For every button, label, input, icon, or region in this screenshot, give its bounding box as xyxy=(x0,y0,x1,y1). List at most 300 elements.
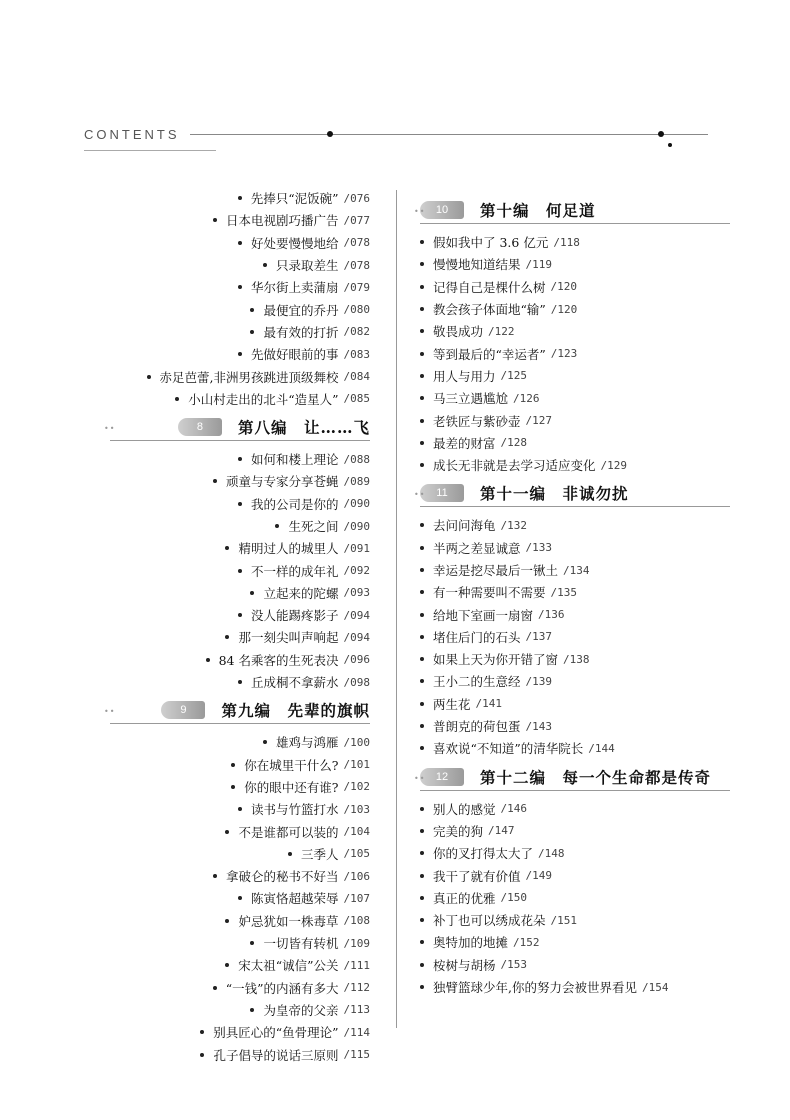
bullet-icon xyxy=(225,635,229,639)
entry-title: 补丁也可以绣成花朵 xyxy=(433,913,546,929)
entry-title: 为皇帝的父亲 xyxy=(263,1002,339,1018)
toc-entry[interactable] xyxy=(110,843,370,865)
entry-page-number: /076 xyxy=(343,191,370,205)
toc-entry[interactable] xyxy=(420,842,730,864)
section-underline xyxy=(420,506,730,507)
entry-title: “一钱”的内涵有多大 xyxy=(225,980,339,996)
toc-entry[interactable] xyxy=(110,470,370,492)
entry-title: 去问问海龟 xyxy=(433,518,496,534)
entry-page-number: /153 xyxy=(500,958,528,972)
entry-page-number: /106 xyxy=(343,869,370,883)
bullet-icon xyxy=(200,1053,204,1057)
entry-title: 马三立遇尴尬 xyxy=(433,391,509,407)
toc-entry[interactable] xyxy=(420,559,730,581)
entry-title: 最差的财富 xyxy=(433,435,496,451)
toc-entry[interactable] xyxy=(420,514,730,536)
toc-entry[interactable] xyxy=(110,276,370,298)
bullet-icon xyxy=(250,941,254,945)
toc-entry[interactable] xyxy=(420,887,730,909)
header-dot xyxy=(327,131,333,137)
entry-page-number: /080 xyxy=(343,303,370,317)
bullet-icon xyxy=(238,352,242,356)
bullet-icon xyxy=(250,308,254,312)
entry-title: 真正的优雅 xyxy=(433,890,496,906)
bullet-icon xyxy=(213,986,217,990)
toc-entry[interactable] xyxy=(110,388,370,410)
entry-page-number: /152 xyxy=(513,935,540,949)
bullet-icon xyxy=(250,1008,254,1012)
section-dots: •• xyxy=(414,490,426,500)
entry-title: 赤足芭蕾,非洲男孩跳进顶级舞校 xyxy=(159,369,339,385)
entry-page-number: /088 xyxy=(343,452,370,466)
entry-page-number: /100 xyxy=(343,735,370,749)
entry-page-number: /111 xyxy=(343,958,370,972)
entry-title: 如果上天为你开错了窗 xyxy=(433,652,559,668)
entry-title: 好处要慢慢地给 xyxy=(250,235,339,251)
entry-title: 精明过人的城里人 xyxy=(238,541,339,557)
entry-title: 丘成桐不拿薪水 xyxy=(250,675,339,691)
toc-entry[interactable] xyxy=(420,603,730,625)
section-title: 第十二编 每一个生命都是传奇 xyxy=(480,767,712,787)
entry-title: 最便宜的乔丹 xyxy=(263,302,339,318)
entry-title: 堵住后门的石头 xyxy=(433,629,521,645)
section-header xyxy=(414,195,730,225)
bullet-icon xyxy=(420,807,424,811)
toc-entry[interactable] xyxy=(110,448,370,470)
bullet-icon xyxy=(420,441,424,445)
bullet-icon xyxy=(238,569,242,573)
toc-entry[interactable] xyxy=(110,820,370,842)
entry-title: 普朗克的荷包蛋 xyxy=(433,719,521,735)
entry-title: 教会孩子体面地“输” xyxy=(433,302,546,318)
entry-title: 陈寅恪超越荣辱 xyxy=(250,891,339,907)
section-title: 第九编 先辈的旗帜 xyxy=(221,701,370,721)
bullet-icon xyxy=(238,807,242,811)
toc-right-column xyxy=(414,193,730,998)
section-title: 第八编 让……飞 xyxy=(237,417,370,437)
entry-title: 假如我中了 3.6 亿元 xyxy=(433,235,549,251)
bullet-icon xyxy=(263,263,267,267)
entry-page-number: /139 xyxy=(525,674,553,688)
section-dots: •• xyxy=(104,707,116,717)
bullet-icon xyxy=(420,240,424,244)
bullet-icon xyxy=(420,963,424,967)
bullet-icon xyxy=(420,307,424,311)
bullet-icon xyxy=(420,679,424,683)
entry-title: 只录取差生 xyxy=(275,258,339,274)
entry-title: 日本电视剧巧播广告 xyxy=(225,213,339,229)
toc-entry[interactable] xyxy=(420,909,730,931)
bullet-icon xyxy=(238,241,242,245)
entry-page-number: /144 xyxy=(588,741,615,755)
bullet-icon xyxy=(263,740,267,744)
entry-title: 老铁匠与紫砂壶 xyxy=(433,413,521,429)
entry-title: 等到最后的“幸运者” xyxy=(433,346,546,362)
bullet-icon xyxy=(420,352,424,356)
entry-title: 记得自己是棵什么树 xyxy=(433,279,546,295)
entry-title: 拿破仑的秘书不好当 xyxy=(225,869,339,885)
entry-title: 别人的感觉 xyxy=(433,801,496,817)
toc-entry[interactable] xyxy=(420,820,730,842)
bullet-icon xyxy=(420,940,424,944)
bullet-icon xyxy=(420,724,424,728)
entry-page-number: /135 xyxy=(550,585,578,599)
bullet-icon xyxy=(238,613,242,617)
entry-page-number: /082 xyxy=(343,325,370,339)
bullet-icon xyxy=(420,419,424,423)
entry-title: 敬畏成功 xyxy=(433,324,484,340)
entry-page-number: /078 xyxy=(343,236,370,250)
entry-title: 小山村走出的北斗“造星人” xyxy=(188,391,339,407)
entry-title: 半两之差显诚意 xyxy=(433,540,521,556)
toc-entry[interactable] xyxy=(420,276,730,298)
entry-page-number: /094 xyxy=(343,608,370,622)
toc-entry[interactable] xyxy=(110,977,370,999)
entry-title: 奥特加的地摊 xyxy=(433,935,509,951)
bullet-icon xyxy=(250,591,254,595)
entry-page-number: /138 xyxy=(563,652,590,666)
toc-entry[interactable] xyxy=(420,798,730,820)
toc-entry[interactable] xyxy=(110,582,370,604)
toc-entry[interactable] xyxy=(420,670,730,692)
entry-title: 三季人 xyxy=(300,846,339,862)
entry-page-number: /122 xyxy=(488,324,515,338)
entry-title: 两生花 xyxy=(433,696,471,712)
bullet-icon xyxy=(147,375,151,379)
entry-page-number: /147 xyxy=(488,824,515,838)
toc-entry[interactable] xyxy=(420,387,730,409)
bullet-icon xyxy=(420,896,424,900)
entry-page-number: /149 xyxy=(525,869,553,883)
entry-title: 独臂篮球少年,你的努力会被世界看见 xyxy=(433,980,637,996)
entry-page-number: /154 xyxy=(641,980,669,994)
bullet-icon xyxy=(420,985,424,989)
toc-entry[interactable] xyxy=(110,798,370,820)
entry-page-number: /109 xyxy=(343,936,370,950)
entry-title: 华尔街上卖蒲扇 xyxy=(250,280,339,296)
toc-entry[interactable] xyxy=(110,910,370,932)
toc-entry[interactable] xyxy=(110,365,370,387)
entry-page-number: /078 xyxy=(343,258,370,272)
entry-title: 没人能踢疼影子 xyxy=(250,608,339,624)
toc-entry[interactable] xyxy=(420,581,730,603)
toc-entry[interactable] xyxy=(110,671,370,693)
entry-title: 幸运是挖尽最后一锹土 xyxy=(433,563,559,578)
entry-page-number: /146 xyxy=(500,802,528,816)
toc-entry[interactable] xyxy=(110,754,370,776)
entry-page-number: /090 xyxy=(343,497,370,511)
toc-entry[interactable] xyxy=(110,649,370,671)
entry-page-number: /125 xyxy=(500,369,528,383)
entry-page-number: /115 xyxy=(343,1048,370,1062)
bullet-icon xyxy=(238,457,242,461)
entry-title: 那一刻尖叫声响起 xyxy=(238,630,339,646)
toc-entry[interactable] xyxy=(110,1043,370,1065)
section-underline xyxy=(110,440,370,441)
entry-page-number: /108 xyxy=(343,914,370,928)
entry-page-number: /083 xyxy=(343,347,370,361)
toc-entry[interactable] xyxy=(110,254,370,276)
entry-title: 雄鸡与鸿雁 xyxy=(275,735,339,751)
toc-entry[interactable] xyxy=(110,209,370,231)
header-dot xyxy=(668,143,672,147)
toc-entry[interactable] xyxy=(420,409,730,431)
entry-page-number: /132 xyxy=(500,518,528,532)
section-dots: •• xyxy=(414,207,426,216)
toc-entry[interactable] xyxy=(110,932,370,954)
entry-page-number: /089 xyxy=(343,474,370,488)
bullet-icon xyxy=(238,502,242,506)
entry-page-number: /091 xyxy=(343,541,370,555)
section-header xyxy=(104,412,370,442)
section-number-badge: 8 xyxy=(178,418,222,436)
bullet-icon xyxy=(213,479,217,483)
toc-entry[interactable] xyxy=(110,187,370,209)
header-dot xyxy=(658,131,664,137)
toc-entry[interactable] xyxy=(420,342,730,364)
entry-page-number: /151 xyxy=(550,913,578,927)
bullet-icon xyxy=(213,218,217,222)
section-number-badge: 10 xyxy=(420,201,464,219)
entry-page-number: /134 xyxy=(563,563,590,577)
entry-page-number: /105 xyxy=(343,847,370,861)
entry-page-number: /092 xyxy=(343,564,370,578)
bullet-icon xyxy=(288,852,292,856)
bullet-icon xyxy=(420,918,424,922)
entry-title: 孔子倡导的说话三原则 xyxy=(213,1047,339,1063)
entry-page-number: /107 xyxy=(343,891,370,905)
entry-title: 给地下室画一扇窗 xyxy=(433,607,534,623)
section-underline xyxy=(420,790,730,791)
bullet-icon xyxy=(420,523,424,527)
section-number-badge: 12 xyxy=(420,768,464,786)
toc-entry[interactable] xyxy=(110,604,370,626)
entry-title: 立起来的陀螺 xyxy=(263,585,339,601)
toc-entry[interactable] xyxy=(420,365,730,387)
entry-page-number: /136 xyxy=(538,608,565,622)
bullet-icon xyxy=(420,746,424,750)
entry-page-number: /148 xyxy=(538,846,565,860)
bullet-icon xyxy=(420,874,424,878)
entry-title: 最有效的打折 xyxy=(263,324,339,340)
entry-page-number: /101 xyxy=(343,758,370,772)
toc-entry[interactable] xyxy=(420,231,730,253)
section-underline xyxy=(110,723,370,724)
entry-title: 宋太祖“诚信”公关 xyxy=(238,958,339,974)
toc-entry[interactable] xyxy=(110,887,370,909)
entry-page-number: /084 xyxy=(343,370,370,384)
entry-title: 你的眼中还有谁? xyxy=(244,779,339,795)
section-dots: •• xyxy=(414,773,426,783)
section-title: 第十一编 非诚勿扰 xyxy=(480,484,629,504)
bullet-icon xyxy=(420,657,424,661)
entry-page-number: /133 xyxy=(525,541,553,555)
bullet-icon xyxy=(420,329,424,333)
bullet-icon xyxy=(225,963,229,967)
entry-title: 王小二的生意经 xyxy=(433,674,521,690)
entry-title: 慢慢地知道结果 xyxy=(433,257,521,273)
toc-entry[interactable] xyxy=(110,776,370,798)
toc-entry[interactable] xyxy=(420,954,730,976)
bullet-icon xyxy=(238,680,242,684)
entry-title: 一切皆有转机 xyxy=(263,936,339,952)
toc-entry[interactable] xyxy=(110,999,370,1021)
entry-title: 桉树与胡杨 xyxy=(433,957,496,973)
entry-title: 先做好眼前的事 xyxy=(250,347,339,363)
entry-page-number: /150 xyxy=(500,891,528,905)
bullet-icon xyxy=(420,702,424,706)
toc-entry[interactable] xyxy=(110,343,370,365)
section-header xyxy=(414,762,730,792)
toc-entry[interactable] xyxy=(110,731,370,753)
toc-entry[interactable] xyxy=(420,864,730,886)
bullet-icon xyxy=(225,830,229,834)
entry-page-number: /102 xyxy=(343,780,370,794)
toc-entry[interactable] xyxy=(420,931,730,953)
toc-entry[interactable] xyxy=(110,865,370,887)
entry-page-number: /093 xyxy=(343,586,370,600)
entry-page-number: /123 xyxy=(550,347,578,361)
toc-entry[interactable] xyxy=(420,320,730,342)
entry-page-number: /119 xyxy=(525,257,553,271)
entry-title: 我干了就有价值 xyxy=(433,868,521,884)
entry-page-number: /118 xyxy=(553,235,580,249)
entry-page-number: /103 xyxy=(343,802,370,816)
bullet-icon xyxy=(238,896,242,900)
bullet-icon xyxy=(420,262,424,266)
toc-entry[interactable] xyxy=(420,537,730,559)
bullet-icon xyxy=(420,635,424,639)
bullet-icon xyxy=(420,285,424,289)
bullet-icon xyxy=(225,546,229,550)
bullet-icon xyxy=(250,330,254,334)
entry-page-number: /079 xyxy=(343,280,370,294)
entry-page-number: /127 xyxy=(525,414,553,428)
toc-entry[interactable] xyxy=(110,954,370,976)
entry-title: 喜欢说“不知道”的清华院长 xyxy=(433,741,584,757)
bullet-icon xyxy=(420,546,424,550)
entry-page-number: /143 xyxy=(525,719,553,733)
header-underline xyxy=(84,150,216,151)
toc-entry[interactable] xyxy=(110,493,370,515)
bullet-icon xyxy=(420,568,424,572)
section-header xyxy=(414,478,730,508)
toc-entry[interactable] xyxy=(420,432,730,454)
entry-page-number: /126 xyxy=(513,391,540,405)
toc-entry[interactable] xyxy=(420,715,730,737)
toc-entry[interactable] xyxy=(420,454,730,476)
bullet-icon xyxy=(420,851,424,855)
entry-title: 读书与竹篮打水 xyxy=(250,802,339,818)
entry-page-number: /096 xyxy=(343,653,370,667)
section-dots: •• xyxy=(104,423,116,433)
bullet-icon xyxy=(238,285,242,289)
entry-page-number: /104 xyxy=(343,825,370,839)
entry-title: 如何和楼上理论 xyxy=(250,452,339,468)
header-rule xyxy=(190,134,708,135)
section-number-badge: 9 xyxy=(161,701,205,719)
bullet-icon xyxy=(231,763,235,767)
bullet-icon xyxy=(200,1030,204,1034)
contents-title: CONTENTS xyxy=(84,127,180,142)
entry-title: 先捧只“泥饭碗” xyxy=(250,191,339,207)
entry-page-number: /112 xyxy=(343,981,370,995)
toc-entry[interactable] xyxy=(110,321,370,343)
section-number-badge: 11 xyxy=(420,484,464,502)
toc-entry[interactable] xyxy=(420,298,730,320)
entry-page-number: /090 xyxy=(343,519,370,533)
entry-page-number: /137 xyxy=(525,630,553,644)
column-divider xyxy=(396,190,397,1028)
entry-page-number: /094 xyxy=(343,630,370,644)
entry-title: 我的公司是你的 xyxy=(250,496,339,512)
entry-page-number: /129 xyxy=(600,458,628,472)
entry-title: 用人与用力 xyxy=(433,368,496,384)
entry-page-number: /128 xyxy=(500,436,528,450)
toc-entry[interactable] xyxy=(420,976,730,998)
entry-page-number: /085 xyxy=(343,392,370,406)
entry-page-number: /141 xyxy=(475,697,503,711)
entry-title: 完美的狗 xyxy=(433,823,484,839)
toc-entry[interactable] xyxy=(110,515,370,537)
toc-entry[interactable] xyxy=(420,693,730,715)
entry-page-number: /120 xyxy=(550,280,578,294)
entry-page-number: /098 xyxy=(343,675,370,689)
bullet-icon xyxy=(275,524,279,528)
bullet-icon xyxy=(420,463,424,467)
bullet-icon xyxy=(420,829,424,833)
bullet-icon xyxy=(420,590,424,594)
entry-title: 84 名乘客的生死表决 xyxy=(218,652,339,668)
bullet-icon xyxy=(420,613,424,617)
entry-page-number: /114 xyxy=(343,1025,370,1039)
entry-page-number: /077 xyxy=(343,213,370,227)
bullet-icon xyxy=(231,785,235,789)
entry-page-number: /120 xyxy=(550,302,578,316)
toc-entry[interactable] xyxy=(420,737,730,759)
toc-entry[interactable] xyxy=(110,1021,370,1043)
bullet-icon xyxy=(420,396,424,400)
toc-entry[interactable] xyxy=(110,626,370,648)
entry-title: 妒忌犹如一株毒草 xyxy=(238,913,339,929)
toc-entry[interactable] xyxy=(110,232,370,254)
entry-title: 生死之间 xyxy=(288,519,339,534)
entry-title: 你的叉打得太大了 xyxy=(433,846,534,862)
section-title: 第十编 何足道 xyxy=(480,201,596,220)
entry-title: 有一种需要叫不需要 xyxy=(433,585,546,601)
toc-left-column xyxy=(104,187,370,1066)
entry-title: 不一样的成年礼 xyxy=(250,563,339,579)
entry-page-number: /113 xyxy=(343,1003,370,1017)
toc-entry[interactable] xyxy=(110,559,370,581)
bullet-icon xyxy=(420,374,424,378)
entry-title: 成长无非就是去学习适应变化 xyxy=(433,458,596,474)
bullet-icon xyxy=(225,919,229,923)
entry-title: 别具匠心的“鱼骨理论” xyxy=(213,1025,339,1041)
toc-entry[interactable] xyxy=(110,298,370,320)
section-header xyxy=(104,695,370,725)
entry-title: 不是谁都可以装的 xyxy=(238,824,339,840)
bullet-icon xyxy=(206,658,210,662)
bullet-icon xyxy=(238,196,242,200)
entry-title: 你在城里干什么? xyxy=(244,757,339,773)
toc-entry[interactable] xyxy=(420,253,730,275)
bullet-icon xyxy=(175,397,179,401)
toc-entry[interactable] xyxy=(110,537,370,559)
toc-entry[interactable] xyxy=(420,648,730,670)
bullet-icon xyxy=(213,874,217,878)
toc-entry[interactable] xyxy=(420,626,730,648)
